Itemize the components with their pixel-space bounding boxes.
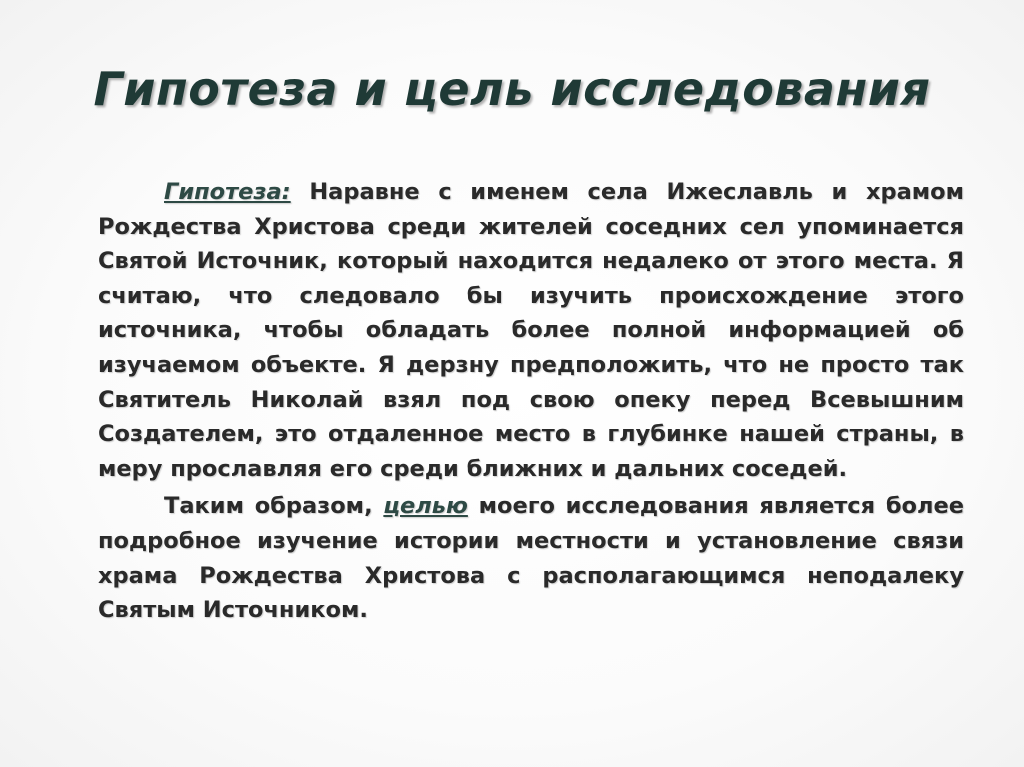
goal-keyword: целью [383, 493, 468, 520]
hypothesis-label: Гипотеза: [164, 179, 291, 205]
slide-title: Гипотеза и цель исследования [93, 62, 931, 116]
goal-text-before: Таким образом, [164, 493, 384, 520]
goal-text-after: моего исследования является более подробное изучение истории местности и установление связи храма Рождества Христова с располагающимся неподалеку Святым Источником. [98, 493, 964, 624]
hypothesis-paragraph [98, 175, 964, 486]
hypothesis-text: Наравне с именем села Ижеславль и храмом Рождества Христова среди жителей соседних сел упоминается Святой Источник, который находится недалеко от этого места. Я считаю, что следовало бы изучить происхождение этого источника, чтобы обладать более полной информацией об изучаемом объекте. Я дерзну предположить, что не просто так Святитель Николай взял под свою опеку перед Всевышним Создателем, это отдаленное место в глубинке нашей страны, в меру прославляя его среди ближних и дальних соседей. [98, 179, 964, 482]
goal-paragraph [98, 489, 964, 627]
slide-body [98, 175, 964, 628]
